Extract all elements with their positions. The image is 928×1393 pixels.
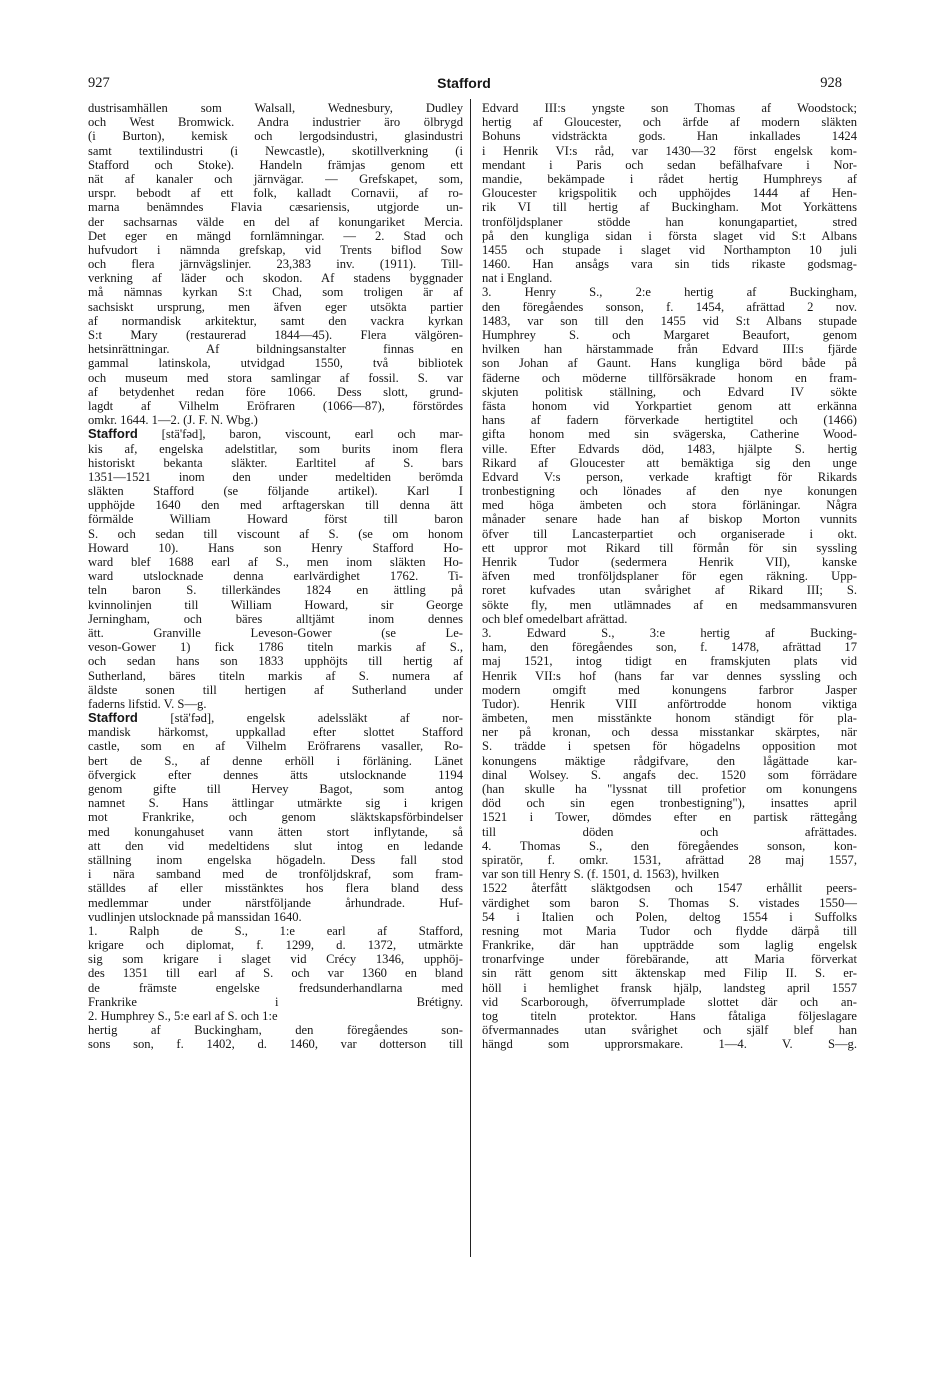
text-line: rik VI till hertig af Buckingham. Mot Yorkättens [482, 200, 857, 215]
text-line: 1351—1521 inom den under medeltiden berömda [88, 469, 463, 484]
text-line: 2. Humphrey S., 5:e earl af S. och 1:e [88, 1009, 278, 1023]
text-line: Jerningham, och bäres alltjämt inom dennes [88, 611, 463, 626]
text-line: Stafford och Stoke). Handeln främjas genom ett [88, 157, 463, 172]
text-line: 3. Edward S., 3:e hertig af Bucking- [482, 625, 857, 640]
text-line: 1521 i Tower, dömdes efter en partisk rättegång [482, 810, 857, 825]
text-line: och blef omedelbart afrättad. [482, 611, 628, 626]
text-line: död och sin egen tronbestigning"), insattes april [482, 796, 857, 811]
text-line: hertig af Gloucester, och ärfde af modern släkten [482, 115, 857, 130]
text-line: Rikard af Gloucester att bemäktiga sig den unge [482, 455, 857, 470]
text-line: konungens mäktige rådgifvare, den lågättade kar- [482, 753, 857, 768]
text-line: ham, den föregåendes son, f. 1478, afrättad 17 [482, 640, 857, 655]
text-line: Det eger en mängd fornlämningar. — 2. Stad och [88, 228, 463, 243]
text-line: dustrisamhällen som Walsall, Wednesbury, Dudley [88, 101, 463, 115]
text-line: ner på kronan, och dessa misstankar skärptes, när [482, 725, 857, 740]
text-line: Frankrike, där han uppträdde som laglig engelsk [482, 938, 857, 953]
text-line: 1460. Han ansågs vara sin tids rikaste godsmag- [482, 257, 857, 272]
text-line: nat i England. [482, 271, 553, 286]
text-line: öfver till Lancasterpartiet och organiserade i okt. [482, 526, 857, 541]
text-line: med höga ämbeten och stora förläningar. Några [482, 498, 857, 513]
text-line: mot Frankrike, och genom släktskapsförbindelser [88, 810, 463, 825]
text-line: hans af fadern förverkade hertigtitel och (1466) [482, 413, 857, 428]
text-line: Henrik VII:s hof (hans far var dennes syssling och [482, 668, 857, 683]
text-line: verkning af läder och skodon. Af stadens byggnader [88, 271, 463, 286]
text-line: i nära samband med de tronföljdskraf, som fram- [88, 867, 463, 882]
text-line: Gloucester krigspolitik och upphöjdes 1444 af Hen- [482, 186, 857, 201]
text-line: Humphrey S. och Margaret Beaufort, genom [482, 328, 857, 342]
text-line: hertig af Buckingham, den föregåendes son- [88, 1023, 463, 1038]
text-line: sin rätt genom sitt äktenskap med Filip II. S. er- [482, 966, 857, 981]
text-line: och flera järnvägslinjer. 23,383 inv. (1911). Till- [88, 257, 463, 272]
text-line: urspr. bebodt af ett folk, kalladt Cornavii, af ro- [88, 186, 463, 201]
text-line: vid Scarborough, öfverrumplade slottet där och an- [482, 994, 857, 1009]
text-line: öfvermannades utan svårighet och själf blef han [482, 1023, 857, 1038]
text-line: och museum med stora samlingar af fossil. S. var [88, 370, 463, 385]
text-line: ett uppror mot Rikard till förmån för sin syssling [482, 540, 857, 555]
text-line: hetsinrättningar. Af bildningsanstalter finnas en [88, 342, 463, 357]
text-line: till döden och afrättades. [482, 824, 857, 839]
text-line: krigare och diplomat, f. 1299, d. 1372, utmärkte [88, 938, 463, 953]
text-line: sig som krigare i slaget vid Crécy 1346, upphöj- [88, 952, 463, 967]
text-line: värdighet som baron S. Thomas S. vistades 1550— [482, 895, 857, 910]
text-line: vudlinjen utslocknade på manssidan 1640. [88, 909, 302, 924]
text-line: Bohuns vidsträckta gods. Han inkallades 1424 [482, 129, 857, 144]
text-line: ställning inom engelska högadeln. Dess fall stod [88, 852, 463, 867]
text-line: gifta honom med sin svägerska, Catherine Wood- [482, 427, 857, 442]
text-line: Stafford [stä'fəd], engelsk adelssläkt af nor- [88, 710, 463, 726]
text-line: höll i hemlighet fransk hjälp, landsteg april 1557 [482, 980, 857, 995]
text-line: dinal Wolsey. S. angafs dec. 1520 som förrädare [482, 767, 857, 782]
text-line: der sachsarnas välde en del af konungariket Mercia. [88, 214, 463, 229]
text-line: hängd som upprorsmakare. 1—4. V. S—g. [482, 1037, 857, 1052]
page-header [0, 75, 928, 95]
text-line: veson-Gower 1) fick 1786 titeln markis af S., [88, 640, 463, 655]
text-line: mandie, bekämpade i rådet hertig Humphreys af [482, 171, 857, 186]
text-line: sons son, f. 1402, d. 1460, var dotterson till [88, 1037, 463, 1052]
text-line: ward blef 1688 earl af S., men inom släkten Ho- [88, 555, 463, 569]
text-line: Edvard III:s yngste son Thomas af Woodstock; [482, 101, 857, 115]
column-divider [470, 99, 471, 1257]
text-line: lagdt af Vilhelm Eröfraren (1066—87), förstördes [88, 398, 463, 413]
left-column [88, 101, 463, 1052]
text-line: samt textilindustri (i Newcastle), skotillverkning (i [88, 143, 463, 158]
text-line: ward utslocknade denna earlvärdighet 1762. Ti- [88, 569, 463, 584]
text-line: namnet S. Hans ättlingar utmärkte sig i krigen [88, 796, 463, 811]
text-line: Tudor). Henrik VIII anförtrodde honom viktiga [482, 696, 857, 711]
text-line: mandisk härkomst, uppkallad efter slottet Stafford [88, 725, 463, 740]
page-number-right: 928 [820, 75, 842, 91]
text-line: Frankrike i Brétigny. [88, 994, 463, 1009]
text-line: fäderne och möderne tillförsäkrade honom en fram- [482, 370, 857, 385]
text-line: ämbeten, men misstänkte honom ständigt för pla- [482, 711, 857, 726]
text-line: var son till Henry S. (f. 1501, d. 1563), hvilken [482, 867, 720, 882]
text-line: öfvergick efter dennes ätts utslocknande 1194 [88, 767, 463, 782]
text-line: kvinnolinjen till William Howard, sir George [88, 597, 463, 612]
text-line: den föregåendes sonson, f. 1454, afrättad 2 nov. [482, 299, 857, 314]
text-line: hvilken han härstammade från Edvard III:s fjärde [482, 342, 857, 357]
text-line: marna benämndes Flavia cæsariensis, utgjorde un- [88, 200, 463, 215]
page-number-left: 927 [88, 75, 110, 91]
text-line: skjuten politisk ställning, och Edvard IV sökte [482, 384, 857, 399]
text-line: des 1351 till earl af S. och var 1360 en bland [88, 966, 463, 981]
text-line: gammal latinskola, utvidgad 1550, två bibliotek [88, 356, 463, 371]
text-line: son Johan af Gaunt. Hans kungliga börd både på [482, 356, 857, 371]
text-line: maj 1521, intog tidigt en framskjuten plats vid [482, 654, 857, 669]
text-line: att den vid medeltidens slut intog en ledande [88, 838, 463, 853]
text-line: faderns lifstid. V. S—g. [88, 696, 207, 711]
text-line: 1455 och stupade i slaget vid Northampton 10 juli [482, 242, 857, 257]
text-line: teln baron S. tillerkändes 1824 en ättling på [88, 583, 463, 598]
text-line: ätt. Granville Leveson-Gower (se Le- [88, 625, 463, 640]
article-headword: Stafford [88, 426, 138, 442]
text-line: medlemmar under närstföljande århundrade. Huf- [88, 895, 463, 910]
text-line: genom gifte till Hervey Bagot, som antog [88, 782, 463, 796]
text-line: Henrik Tudor (sedermera Henrik VII), kanske [482, 555, 857, 569]
text-line: (han skulle ha "lyssnat till profetior om konungens [482, 782, 857, 796]
text-line: sökte fly, men utlämnades af en medsammansvuren [482, 597, 857, 612]
text-line: de främste engelske fredsunderhandlarna med [88, 980, 463, 995]
text-line: af betydenhet redan före 1066. Dess slott, grund- [88, 384, 463, 399]
text-line: ställdes af eller misstänktes hos flera bland dess [88, 881, 463, 896]
text-line: (i Burton), kemisk och lergodsindustri, glasindustri [88, 129, 463, 144]
text-line: släkten Stafford (se följande artikel). Karl I [88, 484, 463, 499]
text-line: med konungahuset vann ätten stort inflytande, så [88, 824, 463, 839]
text-line: kis af, engelska adelstitlar, som burits inom flera [88, 441, 463, 456]
text-line: och sedan hans son 1833 upphöjts till hertig af [88, 654, 463, 669]
text-line: 54 i Italien och Polen, deltog 1554 i Suffolks [482, 909, 857, 924]
text-line: omkr. 1644. 1—2. (J. F. N. Wbg.) [88, 413, 258, 428]
text-line: månader senare hade han af biskop Morton vunnits [482, 512, 857, 527]
text-line: bert de S., af denne erhöll i förläning. Länet [88, 753, 463, 768]
text-line: spiratör, f. omkr. 1531, afrättad 28 maj 1557, [482, 852, 857, 867]
text-line: S. och sedan till viscount af S. (se om honom [88, 526, 463, 541]
text-line: ville. Efter Edvards död, 1483, hjälpte S. hertig [482, 441, 857, 456]
text-line: 1483, var son till den 1455 vid S:t Albans stupade [482, 313, 857, 328]
text-line: upphöjde 1640 den med arftagerskan till denna ätt [88, 498, 463, 513]
text-line: 1522 återfått släktgodsen och 1547 erhållit peers- [482, 881, 857, 896]
text-line: modern omgift med konungens farbror Jasper [482, 682, 857, 697]
text-line: 1. Ralph de S., 1:e earl af Stafford, [88, 923, 463, 938]
text-line: S. trädde i spetsen för högadelns opposition mot [482, 739, 857, 754]
right-column [482, 101, 857, 1052]
text-line: castle, som en af Vilhelm Eröfrarens vasaller, Ro- [88, 739, 463, 754]
text-line: förmälde William Howard först till baron [88, 512, 463, 527]
text-line: äfven med tronföljdsplaner för egen räkning. Upp- [482, 569, 857, 584]
text-line: tronföljdsplaner stödde han konungapartiet, stred [482, 214, 857, 229]
text-line: Stafford [stä'fəd], baron, viscount, earl och mar- [88, 426, 463, 442]
article-headword: Stafford [88, 710, 138, 726]
text-line: tog titeln protektor. Hans fåtaliga följeslagare [482, 1009, 857, 1023]
text-line: må nämnas kyrkan S:t Chad, som troligen är af [88, 285, 463, 300]
text-line: och West Bromwick. Andra industrier äro ölbrygd [88, 115, 463, 130]
text-line: Edvard V:s person, verkade kraftigt för Rikards [482, 469, 857, 484]
text-line: mendant i Paris och sedan befälhafvare i Nor- [482, 157, 857, 172]
text-line: S:t Mary (restaurerad 1844—45). Flera välgören- [88, 328, 463, 342]
text-line: på den kungliga sidan i första slaget vid S:t Albans [482, 228, 857, 243]
text-line: Howard 10). Hans son Henry Stafford Ho- [88, 540, 463, 555]
text-line: fästa honom vid Yorkpartiet genom att erkänna [482, 398, 857, 413]
text-line: äldste sonen till hertigen af Sutherland under [88, 682, 463, 697]
text-line: resning mot Maria Tudor och flydde därpå till [482, 923, 857, 938]
text-line: historiskt bekanta släkter. Earltitel af S. bars [88, 455, 463, 470]
text-line: hufvudort i nämnda grefskap, vid Trents biflod Sow [88, 242, 463, 257]
text-line: af normandisk arkitektur, samt den vackra kyrkan [88, 313, 463, 328]
text-line: nät af kanaler och järnvägar. — Grefskapet, som, [88, 171, 463, 186]
text-line: i Henrik VI:s råd, var 1430—32 först engelsk kom- [482, 143, 857, 158]
text-line: Sutherland, bäres titeln markis af S. numera af [88, 668, 463, 683]
running-title: Stafford [437, 75, 491, 91]
text-line: 3. Henry S., 2:e hertig af Buckingham, [482, 285, 857, 300]
text-line: tronarfvinge under förebärande, att Maria förverkat [482, 952, 857, 967]
text-line: roret kufvades utan svårighet af Rikard III; S. [482, 583, 857, 598]
text-line: tronbestigning och lönades af den nye konungen [482, 484, 857, 499]
text-line: 4. Thomas S., den föregåendes sonson, kon- [482, 838, 857, 853]
text-line: sachsiskt ursprung, men äfven eger utsökta partier [88, 299, 463, 314]
